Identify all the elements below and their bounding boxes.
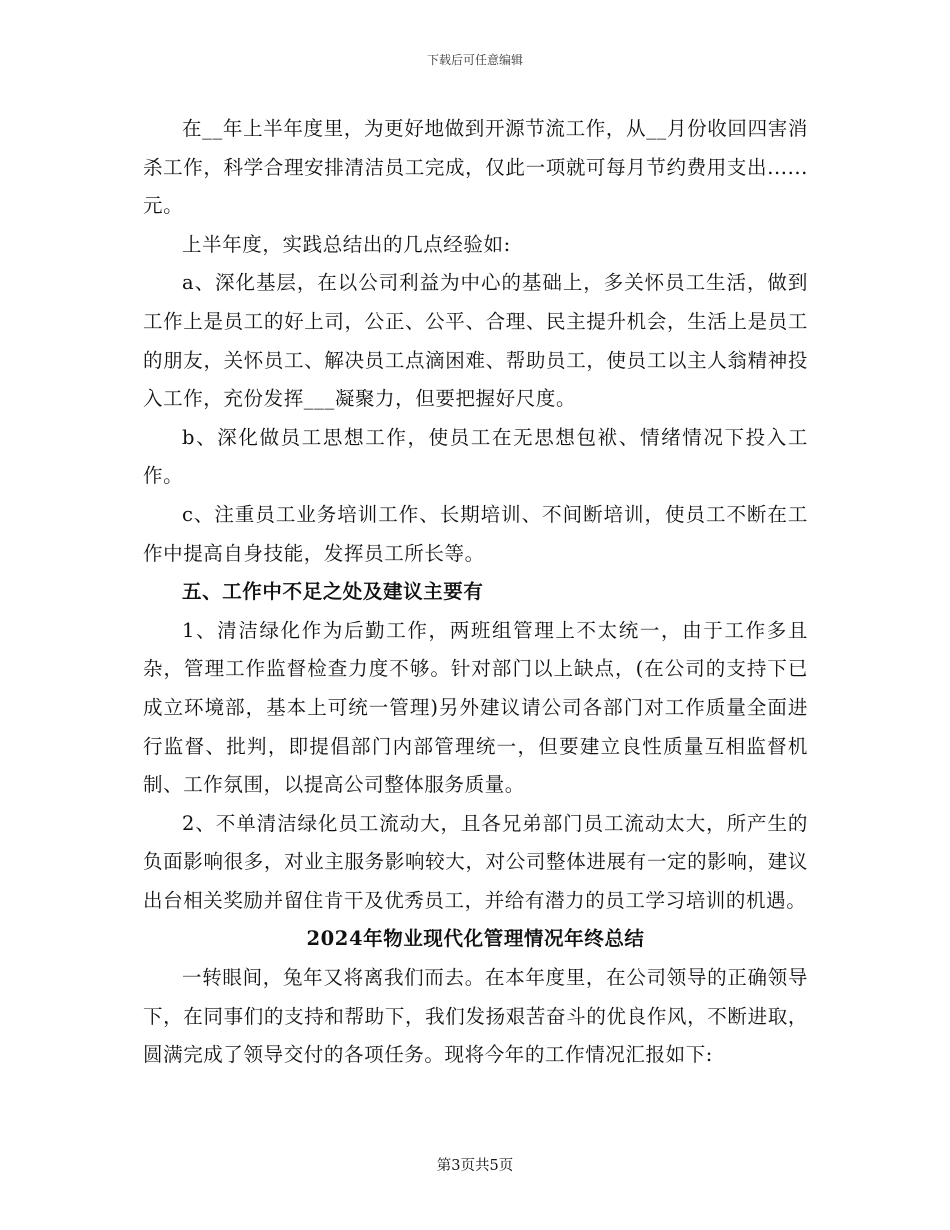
paragraph-year-end-intro: 一转眼间，兔年又将离我们而去。在本年度里，在公司领导的正确领导下，在同事们的支持和帮助下，我们发扬艰苦奋斗的优良作风，不断进取，圆满完成了领导交付的各项任务。现将今年的工作情况汇报如下: — [143, 966, 808, 1067]
paragraph-experience-intro: 上半年度，实践总结出的几点经验如: — [182, 232, 511, 256]
paragraph-shortcoming-2: 2、不单清洁绿化员工流动大，且各兄弟部门员工流动太大，所产生的负面影响很多，对业主服务影响较大，对公司整体进展有一定的影响，建议出台相关奖励并留住肯干及优秀员工，并给有潜力的员工学习培训的机遇。 — [143, 811, 808, 912]
document-body — [143, 110, 808, 1075]
paragraph-cost-saving: 在__年上半年度里，为更好地做到开源节流工作，从__月份收回四害消杀工作，科学合理安排清洁员工完成，仅此一项就可每月节约费用支出......元。 — [143, 117, 808, 218]
section-heading: 五、工作中不足之处及建议主要有 — [182, 580, 484, 604]
document-title: 2024年物业现代化管理情况年终总结 — [306, 927, 645, 951]
paragraph-point-c: c、注重员工业务培训工作、长期培训、不间断培训，使员工不断在工作中提高自身技能，发挥员工所长等。 — [143, 502, 808, 565]
paragraph-point-a: a、深化基层，在以公司利益为中心的基础上，多关怀员工生活，做到工作上是员工的好上司，公正、公平、合理、民主提升机会，生活上是员工的朋友，关怀员工、解决员工点滴困难、帮助员工，使员工以主人翁精神投入工作，充份发挥___凝聚力，但要把握好尺度。 — [143, 271, 808, 411]
paragraph-shortcoming-1: 1、清洁绿化作为后勤工作，两班组管理上不太统一，由于工作多且杂，管理工作监督检查力度不够。针对部门以上缺点，(在公司的支持下已成立环境部，基本上可统一管理)另外建议请公司各部门对工作质量全面进行监督、批判，即提倡部门内部管理统一，但要建立良性质量互相监督机制、工作氛围，以提高公司整体服务质量。 — [143, 618, 808, 797]
page-header: 下载后可任意编辑 — [426, 53, 523, 67]
page-number: 第3页共5页 — [436, 1158, 514, 1174]
paragraph-point-b: b、深化做员工思想工作，使员工在无思想包袱、情绪情况下投入工作。 — [143, 425, 808, 488]
